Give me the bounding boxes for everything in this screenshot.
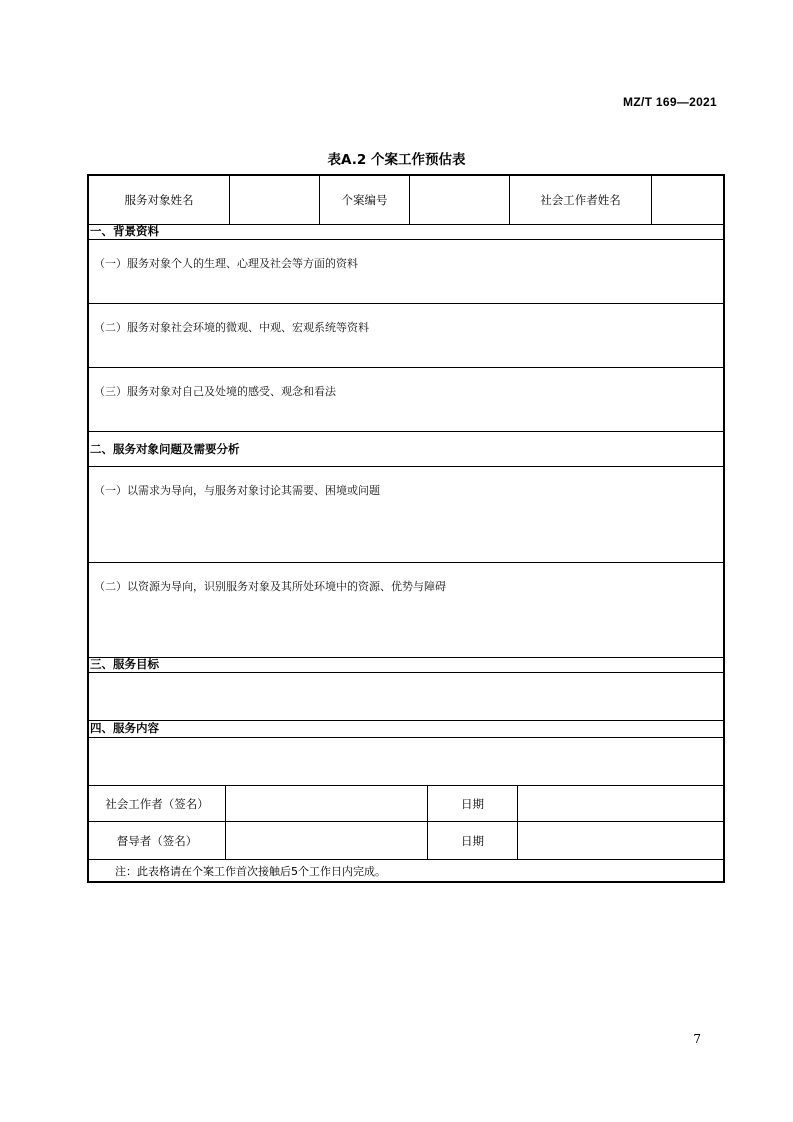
section-heading-service-content [89,720,723,737]
section-heading-service-goals [89,657,723,672]
case-number-field[interactable] [409,176,509,224]
assessment-form-table [87,174,725,883]
case-number-label: 个案编号 [319,176,409,224]
service-goals-field[interactable] [89,672,723,720]
date-label: 日期 [427,822,517,859]
analysis-item-1[interactable] [89,466,723,562]
date-label: 日期 [427,786,517,821]
section-heading: 二、服务对象问题及需要分析 [90,442,240,456]
section-heading: 三、服务目标 [90,657,159,671]
signature-row-supervisor [89,821,723,859]
supervisor-date-field[interactable] [517,822,723,859]
client-name-field[interactable] [229,176,319,224]
section-heading: 四、服务内容 [90,721,159,735]
section-heading-problem-analysis [89,431,723,466]
background-item-2[interactable] [89,303,723,367]
worker-name-field[interactable] [651,176,723,224]
background-item-3[interactable] [89,367,723,431]
signature-row-worker [89,785,723,821]
client-name-label: 服务对象姓名 [124,193,194,207]
page-number: 7 [693,1032,701,1046]
table-title: 表A.2 个案工作预估表 [327,152,466,168]
section-heading: 一、背景资料 [90,224,159,238]
service-content-field[interactable] [89,737,723,785]
analysis-item-2[interactable] [89,562,723,657]
section-heading-background [89,224,723,239]
signature-label: 社会工作者（签名） [105,796,209,811]
item-label: （一）服务对象个人的生理、心理及社会等方面的资料 [94,257,358,270]
worker-name-label: 社会工作者姓名 [509,176,651,224]
worker-date-field[interactable] [517,786,723,821]
item-label: （二）服务对象社会环境的微观、中观、宏观系统等资料 [94,321,369,334]
item-label: （三）服务对象对自己及处境的感受、观念和看法 [94,385,336,398]
supervisor-signature-field[interactable] [225,822,427,859]
info-row [89,176,723,224]
worker-signature-field[interactable] [225,786,427,821]
form-note: 注：此表格请在个案工作首次接触后5个工作日内完成。 [115,864,386,878]
signature-label: 督导者（签名） [116,833,198,848]
item-label: （二）以资源为导向，识别服务对象及其所处环境中的资源、优势与障碍 [94,580,446,593]
background-item-1[interactable] [89,239,723,303]
item-label: （一）以需求为导向，与服务对象讨论其需要、困境或问题 [94,484,380,497]
note-row [89,859,723,881]
standard-code: MZ/T 169—2021 [623,95,717,109]
